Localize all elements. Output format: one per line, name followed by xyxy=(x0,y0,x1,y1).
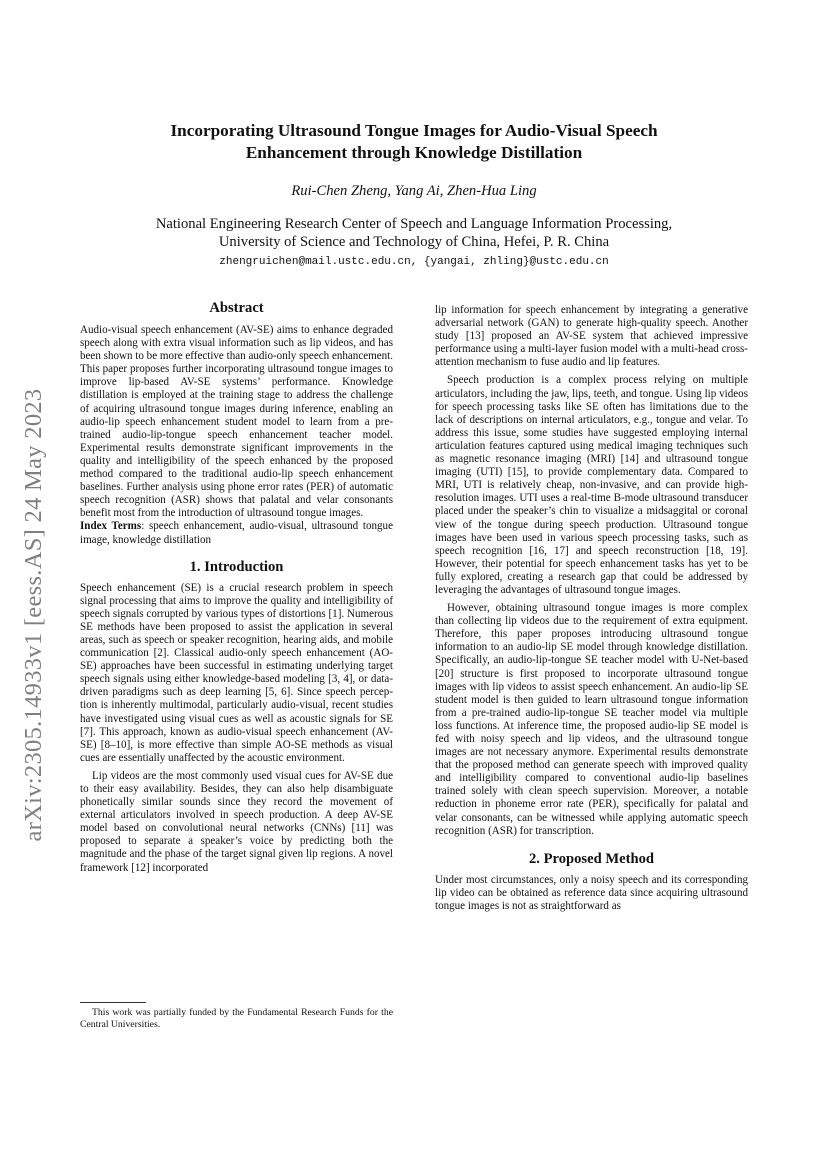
index-terms xyxy=(80,520,393,546)
left-column xyxy=(80,299,393,875)
title-line-2: Enhancement through Knowledge Distillation xyxy=(245,143,583,162)
intro-paragraph-1: Speech enhancement (SE) is a crucial research problem in speech signal processing that aims to improve the quality and intelligibility of speech signals corrupted by various types of distortions [1]. Numerous SE methods have been proposed to assist the application in several areas, such as speech or speaker recognition, hearing aids, and mobile communication [2]. Classical audio-only speech enhancement (AO-SE) approaches have been successful in estimating underlying target speech signals using either knowledge-based modeling [3, 4], or data-driven paradigms such as deep learning [5, 6]. Since speech perception is inherently multimodal, particularly audio-visual, recent studies have investigated using visual cues as well as acoustic signals for SE [7]. This approach, known as audio-visual speech enhancement (AV-SE) [8–10], is more effective than simple AO-SE methods as visual cues are essentially unaffected by the acoustic environment. xyxy=(80,581,393,764)
index-terms-label: Index Terms xyxy=(80,520,142,533)
intro-paragraph-4: Speech production is a complex process relying on multiple articulators, including the jaw, lips, teeth, and tongue. Using lip videos for speech processing tasks like SE often has limitations due to the lack of descriptions on internal articulators, e.g., tongue and velar. To address this issue, some studies have suggested employing internal articulation features captured using medical imaging techniques such as magnetic resonance imaging (MRI) [14] and ultrasound tongue imaging (UTI) [15], to provide complementary data. Compared to MRI, UTI is relatively cheap, non-invasive, and can provide high-resolution images. UTI uses a real-time B-mode ultrasound transducer placed under the speaker’s chin to visualize a midsaggital or coronal view of the tongue during speech production. Ultrasound tongue images have been used in various speech processing tasks, such as speech recognition [16, 17] and speech reconstruction [18, 19]. However, their potential for speech enhancement tasks has yet to be fully explored, creating a research gap that could be addressed by leveraging the advantages of ultrasound tongue images. xyxy=(435,374,748,596)
right-column xyxy=(435,304,748,913)
intro-paragraph-5: However, obtaining ultrasound tongue images is more complex than collecting lip videos due to the requirement of extra equipment. Therefore, this paper proposes introducing ultrasound tongue information to an audio-lip SE model through knowledge distillation. Specifically, an audio-lip-tongue SE teacher model with U-Net-based [20] structure is first proposed to incorporate ultrasound tongue images with lip videos to assist speech enhancement. An audio-lip SE student model is then guided to learn ultrasound tongue information from a pre-trained audio-lip-tongue SE teacher model via multiple loss functions. At inference time, the proposed audio-lip SE model is fed with noisy speech and lip videos, and the ultrasound tongue images are not necessary anymore. Experimental results demonstrate that the proposed method can generate speech with improved quality and intelligibility compared to conventional audio-lip baselines trained solely with clean speech supervision. Moreover, a notable reduction in phoneme error rate (PER), specifically for palatal and velar consonants, can be witnessed while applying automatic speech recognition (ASR) for transcription. xyxy=(435,602,748,837)
affiliation-line-1: National Engineering Research Center of Speech and Language Information Processing, xyxy=(155,216,673,232)
footnote-divider xyxy=(80,1002,146,1003)
title-line-1: Incorporating Ultrasound Tongue Images for Audio-Visual Speech xyxy=(170,121,658,140)
arxiv-identifier: arXiv:2305.14933v1 [eess.AS] 24 May 2023 xyxy=(20,388,47,842)
paper-title xyxy=(80,120,748,164)
authors: Rui-Chen Zheng, Yang Ai, Zhen-Hua Ling xyxy=(291,183,537,199)
introduction-heading: 1. Introduction xyxy=(189,558,284,575)
author-emails: zhengruichen@mail.ustc.edu.cn, {yangai, zhling}@ustc.edu.cn xyxy=(219,256,609,268)
intro-paragraph-3: lip information for speech enhancement by integrating a generative adversarial network (GAN) to generate high-quality speech. Another study [13] proposed an AV-SE system that achieved impressive performance using a multi-layer fusion model with a multi-head cross-attention mechanism to fuse audio and lip features. xyxy=(435,304,748,369)
intro-paragraph-2: Lip videos are the most commonly used visual cues for AV-SE due to their easy availability. Besides, they can also help disambiguate phonetically similar sounds since they record the movement of external articulators involved in speech production. A deep AV-SE model based on convolutional neural networks (CNNs) [11] was proposed to separate a speaker’s voice by predicting both the magnitude and the phase of the target signal given lip regions. A novel framework [12] incorporated xyxy=(80,769,393,874)
affiliation xyxy=(80,215,748,251)
abstract-heading: Abstract xyxy=(209,300,264,316)
abstract-body: Audio-visual speech enhancement (AV-SE) aims to enhance degraded speech along with extra visual information such as lip videos, and has been shown to be more effective than audio-only speech enhancement. This paper proposes further incorporating ultrasound tongue images to improve lip-based AV-SE systems’ performance. Knowledge distillation is employed at the training stage to address the challenge of acquiring ultrasound tongue images during inference, enabling an audio-lip speech enhancement student model to learn from a pre-trained audio-lip-tongue speech enhancement teacher model. Experimental results demonstrate significant improvements in the quality and intelligibility of the speech enhanced by the proposed method compared to the traditional audio-lip speech enhancement baselines. Further analysis using phone error rates (PER) of automatic speech recognition (ASR) shows that palatal and velar consonants benefit most from the introduction of ultrasound tongue images. xyxy=(80,324,393,520)
footnote xyxy=(80,1007,393,1030)
proposed-method-heading: 2. Proposed Method xyxy=(529,850,654,867)
footnote-text: This work was partially funded by the Fundamental Research Funds for the Central Universities. xyxy=(80,1007,393,1030)
index-terms-text: : speech enhancement, audio-visual, ultrasound tongue image, knowledge distillation xyxy=(80,520,393,546)
affiliation-line-2: University of Science and Technology of China, Hefei, P. R. China xyxy=(218,234,610,250)
arxiv-identifier-sidebar xyxy=(14,345,54,885)
method-paragraph-1: Under most circumstances, only a noisy speech and its corresponding lip video can be obtained as reference data since acquiring ultrasound tongue images is not as straightforward as xyxy=(435,873,748,912)
